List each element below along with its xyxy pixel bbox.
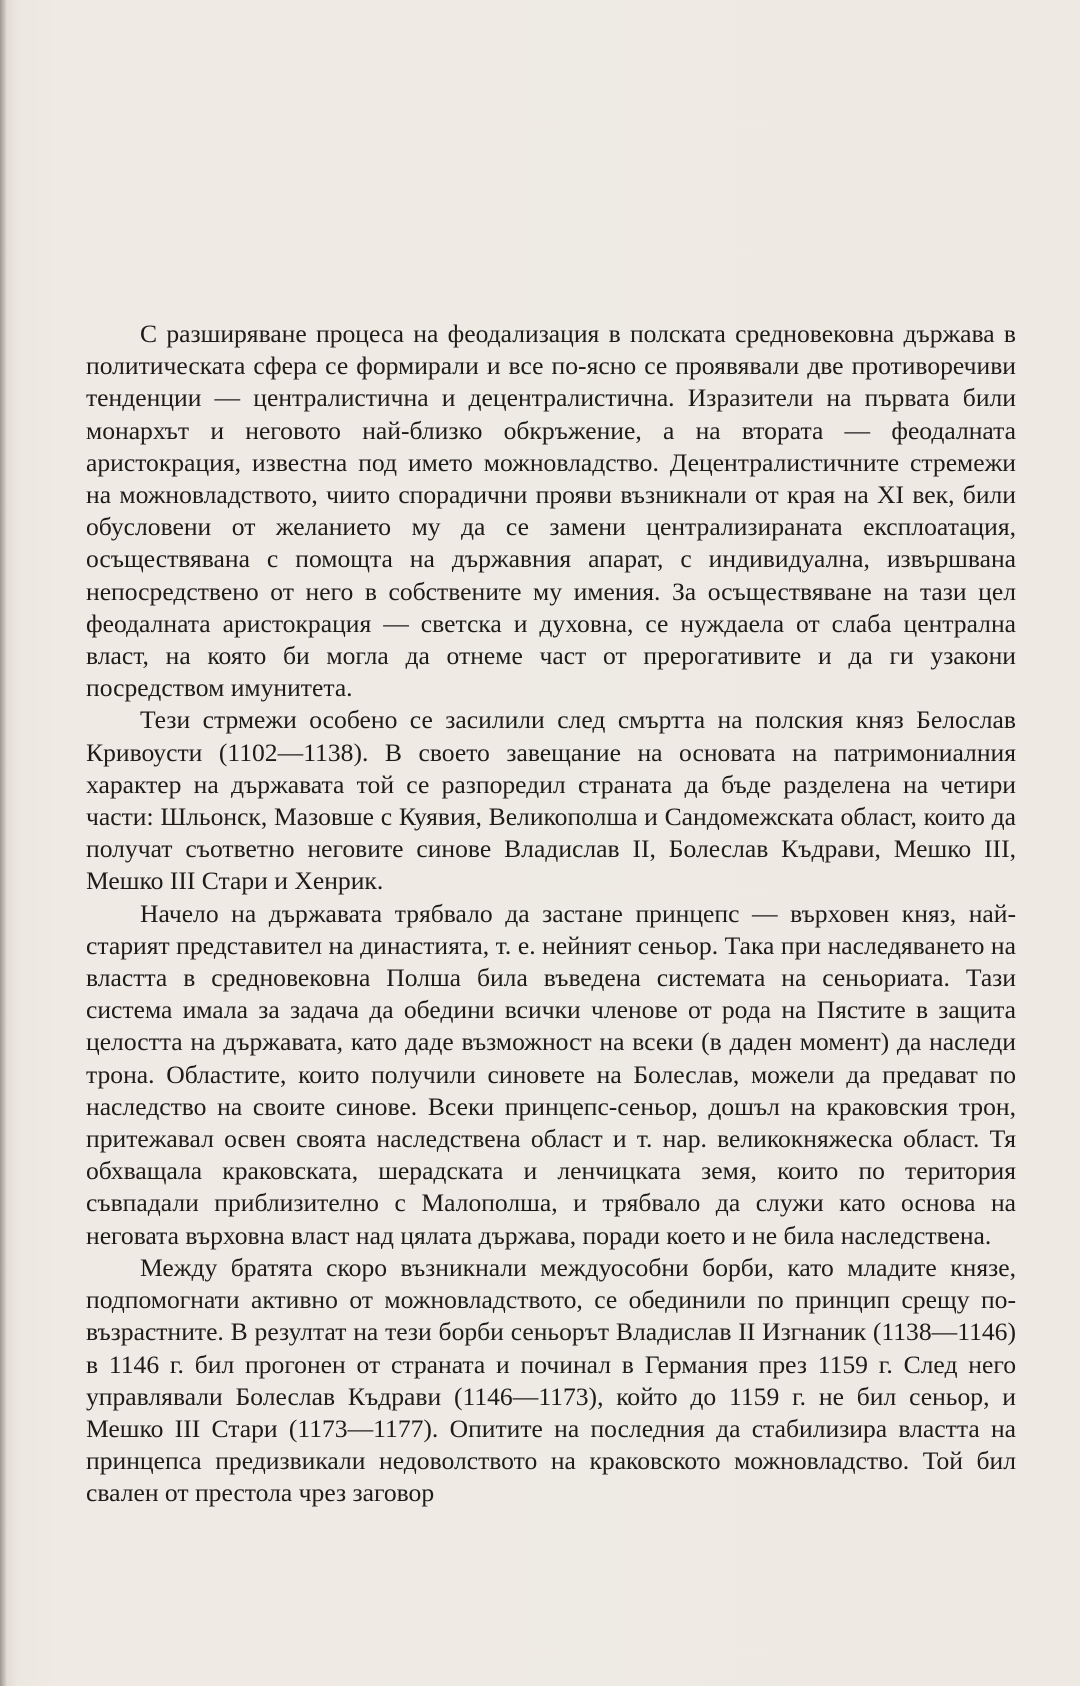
paragraph-1: С разширяване процеса на феодализация в полската средновековна държава в политическата сфера се формирали и все по-ясно се проявявали две противоречиви тенденции — централистична и децентралистична. Изразители на първата били монархът и неговото най-близко обкръжение, а на втората — феодалната аристокрация, известна под името можновладство. Децентралистичните стремежи на можновладството, чиито спорадични прояви възникнали от края на XI век, били обусловени от желанието му да се замени централизираната експлоатация, осъществявана с помощта на държавния апарат, с индивидуална, извършвана непосредствено от него в собствените му имения. За осъществяване на тази цел феодалната аристокрация — светска и духовна, се нуждаела от слаба централна власт, на която би могла да отнеме част от прерогативите и да ги узакони посредством имунитета. bbox=[86, 319, 1016, 703]
book-spine-shadow bbox=[0, 0, 6, 1686]
paragraph-4: Между братята скоро възникнали междуособни борби, като младите князе, подпомогнати активно от можновладството, се обединили по принцип срещу по-възрастните. В резултат на тези борби сеньорът Владислав II Изгнаник (1138—1146) в 1146 г. бил прогонен от страната и починал в Германия през 1159 г. След него управлявали Болеслав Къдрави (1146—1173), който до 1159 г. не бил сеньор, и Мешко III Стари (1173—1177). Опитите на последния да стабилизира властта на принцепса предизвикали недоволството на краковското можновладство. Той бил свален от престола чрез заговор bbox=[86, 1252, 1016, 1508]
page-body-text bbox=[86, 318, 1016, 1510]
paragraph-2: Тези стрмежи особено се засилили след смъртта на полския княз Белослав Кривоусти (1102—1138). В своето завещание на основата на патримониалния характер на държавата той се разпоредил страната да бъде разделена на четири части: Шльонск, Мазовше с Куявия, Великополша и Сандомежската област, които да получат съответно неговите синове Владислав II, Болеслав Къдрави, Мешко III, Мешко III Стари и Хенрик. bbox=[86, 705, 1016, 896]
paragraph-3: Начело на държавата трябвало да застане принцепс — върховен княз, най-старият представител на династията, т. е. нейният сеньор. Така при наследяването на властта в средновековна Полша била въведена системата на сеньориата. Тази система имала за задача да обедини всички членове от рода на Пястите в защита целостта на държавата, като даде възможност на всеки (в даден момент) да наследи трона. Областите, които получили синовете на Болеслав, можели да предават по наследство на своите синове. Всеки принцепс-сеньор, дошъл на краковския трон, притежавал освен своята наследствена област и т. нар. великокняжеска област. Тя обхващала краковската, шерадската и ленчицката земя, които по територия съвпадали приблизително с Малополша, и трябвало да служи като основа на неговата върховна власт над цялата държава, поради което и не била наследствена. bbox=[86, 898, 1016, 1250]
